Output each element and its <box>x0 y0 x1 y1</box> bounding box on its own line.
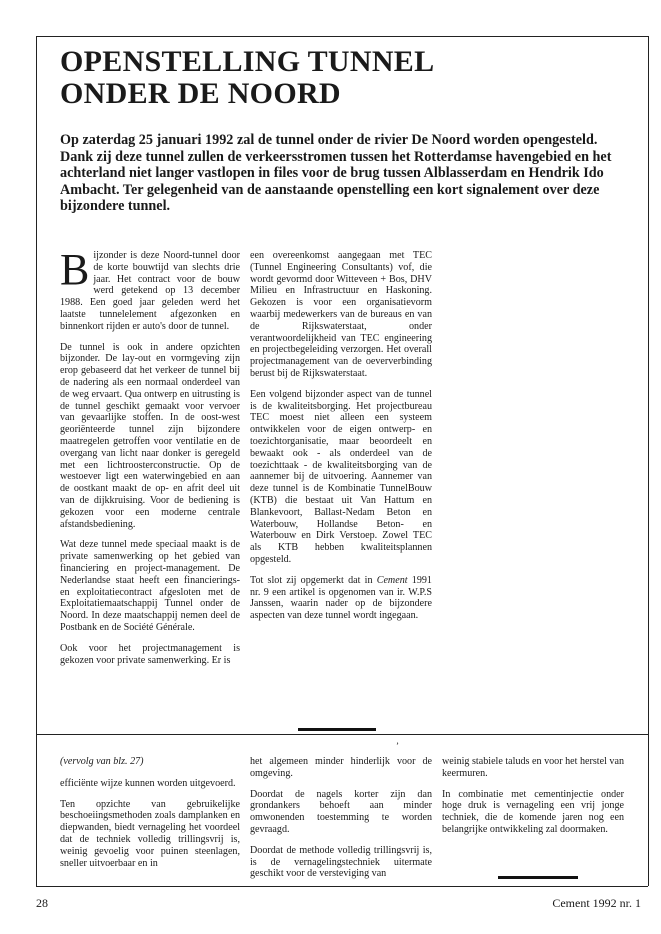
continuation-end-bar <box>498 876 578 879</box>
lower-col3-paragraph-1: weinig stabiele taluds en voor het herstel van keermuren. <box>442 756 624 779</box>
col2-p3-a: Tot slot zij opgemerkt dat in <box>250 574 377 586</box>
col1-paragraph-4: Ook voor het projectmanagement is gekozen voor private samenwerking. Er is <box>60 642 240 666</box>
journal-footer: Cement 1992 nr. 1 <box>552 896 641 910</box>
lower-col1-paragraph-2: Ten opzichte van gebruikelijke beschoeiingsmethoden zoals damplanken en diepwanden, biedt vernageling het voordeel dat de techniek volledig trillingsvrij is, weinig gevoelig voor puinen steenlagen, sneller uitvoerbaar en in <box>60 798 240 869</box>
article-end-bar <box>298 728 376 731</box>
column-1 <box>60 245 240 675</box>
title-line-2: ONDER DE NOORD <box>60 77 341 110</box>
col1-paragraph-1-text: ijzonder is deze Noord-tunnel door de korte bouwtijd van slechts drie jaar. Het contract voor de bouw werd getekend op 13 december 1988. Een goed jaar geleden werd het laatste tunnelelement afgezonken en binnenkort rijden er auto's door de tunnel. <box>60 250 240 332</box>
lower-col2-paragraph-1: het algemeen minder hinderlijk voor de omgeving. <box>250 756 432 779</box>
column-2 <box>250 250 432 631</box>
continuation-column-1 <box>60 756 240 878</box>
drop-cap: B <box>60 245 90 294</box>
col1-paragraph-2: De tunnel is ook in andere opzichten bijzonder. De lay-out en vormgeving zijn erop gebaseerd dat het verkeer de tunnel bij de nadering als een normaal onderdeel van de weg ervaart. Qua ontwerp en uitrusting is de tunnel geschikt gemaakt voor vervoer van gevaarlijke stoffen. In de oost-west georiënteerde tunnel zijn bijzondere maatregelen getroffen voor ventilatie en de overgang van licht naar donker is geregeld met een lichtroosterconstructie. Op de westoever ligt een waterwingebied en aan de oostkant maakt de op- en afrit deel uit van de dijkkruising. Voor de bediening is gekozen voor een moderne centrale afstandsbediening. <box>60 341 240 530</box>
col2-paragraph-2: Een volgend bijzonder aspect van de tunnel is de kwaliteitsborging. Het projectbureau TEC moest niet alleen een systeem ontwikkelen voor de eigen ontwerp- en toezichtorganisatie, maar beoordeelt en bewaakt ook - als onderdeel van de toezichttaak - de kwaliteitsborging van de aannemer bij de uitvoering. Aannemer van deze tunnel is de Kombinatie TunnelBouw (KTB) die bestaat uit Van Hattum en Blankevoort, Ballast-Nedam Beton en Waterbouw, Hollandse Beton- en Waterbouw en Dirk Verstoep. Zowel TEC als KTB hebben kwaliteitsplannen opgesteld. <box>250 388 432 565</box>
lower-col3-paragraph-2: In combinatie met cementinjectie onder hoge druk is vernageling een vrij jonge techniek, die de komende jaren nog een belangrijke ontwikkeling zal doormaken. <box>442 788 624 835</box>
lower-col1-paragraph-1: efficiënte wijze kunnen worden uitgevoerd. <box>60 777 236 789</box>
col2-p3-journal: Cement <box>376 574 408 586</box>
lower-col2-paragraph-3: Doordat de methode volledig trillingsvrij is, is de vernagelingstechniek uitermate geschikt voor de versteviging van <box>250 844 432 880</box>
col1-paragraph-1 <box>60 245 240 333</box>
page-number: 28 <box>36 896 48 910</box>
article-title <box>60 46 434 110</box>
continuation-column-3 <box>442 756 624 845</box>
title-line-1: OPENSTELLING TUNNEL <box>60 45 435 78</box>
lower-col2-paragraph-2: Doordat de nagels korter zijn dan grondankers behoeft aan minder omwonenden toestemming te worden gevraagd. <box>250 788 432 835</box>
print-mark: ’ <box>396 741 399 751</box>
continued-from-note: (vervolg van blz. 27) <box>60 756 144 767</box>
col1-paragraph-3: Wat deze tunnel mede speciaal maakt is de private samenwerking op het gebied van financiering en project-management. De Nederlandse staat heeft een financierings- en exploitatiecontract afgesloten met de Exploitatiemaatschappij Tunnel onder de Noord. In deze maatschappij nemen deel de Postbank en de Société Générale. <box>60 539 240 633</box>
continuation-column-2 <box>250 756 432 889</box>
article-intro: Op zaterdag 25 januari 1992 zal de tunnel onder de rivier De Noord worden opengesteld. Dank zij deze tunnel zullen de verkeersstromen tussen het Rotterdamse havengebied en het achterland niet langer vastlopen in files voor de brug tussen Alblasserdam en Hendrik Ido Ambacht. Ter gelegenheid van de aanstaande openstelling een kort signalement over deze bijzondere tunnel. <box>60 132 612 214</box>
col2-paragraph-3 <box>250 575 432 622</box>
col2-paragraph-1: een overeenkomst aangegaan met TEC (Tunnel Engineering Consultants) vof, die wordt gevormd door Witteveen + Bos, DHV Milieu en Infrastructuur en Haskoning. Gekozen is voor een organisatievorm waarbij medewerkers van de bureaus en van de Rijkswaterstaat, onder verantwoordelijkheid van TEC engineering en projectbegeleiding verzorgen. Het overall projectmanagement van de oeververbinding berust bij de Rijkswaterstaat. <box>250 250 432 379</box>
col2-p3-c: 1991 nr. 9 een artikel is opgenomen van ir. W.P.S Janssen, waarin nader op de bijzondere aspecten van deze tunnel wordt ingegaan. <box>250 574 432 622</box>
